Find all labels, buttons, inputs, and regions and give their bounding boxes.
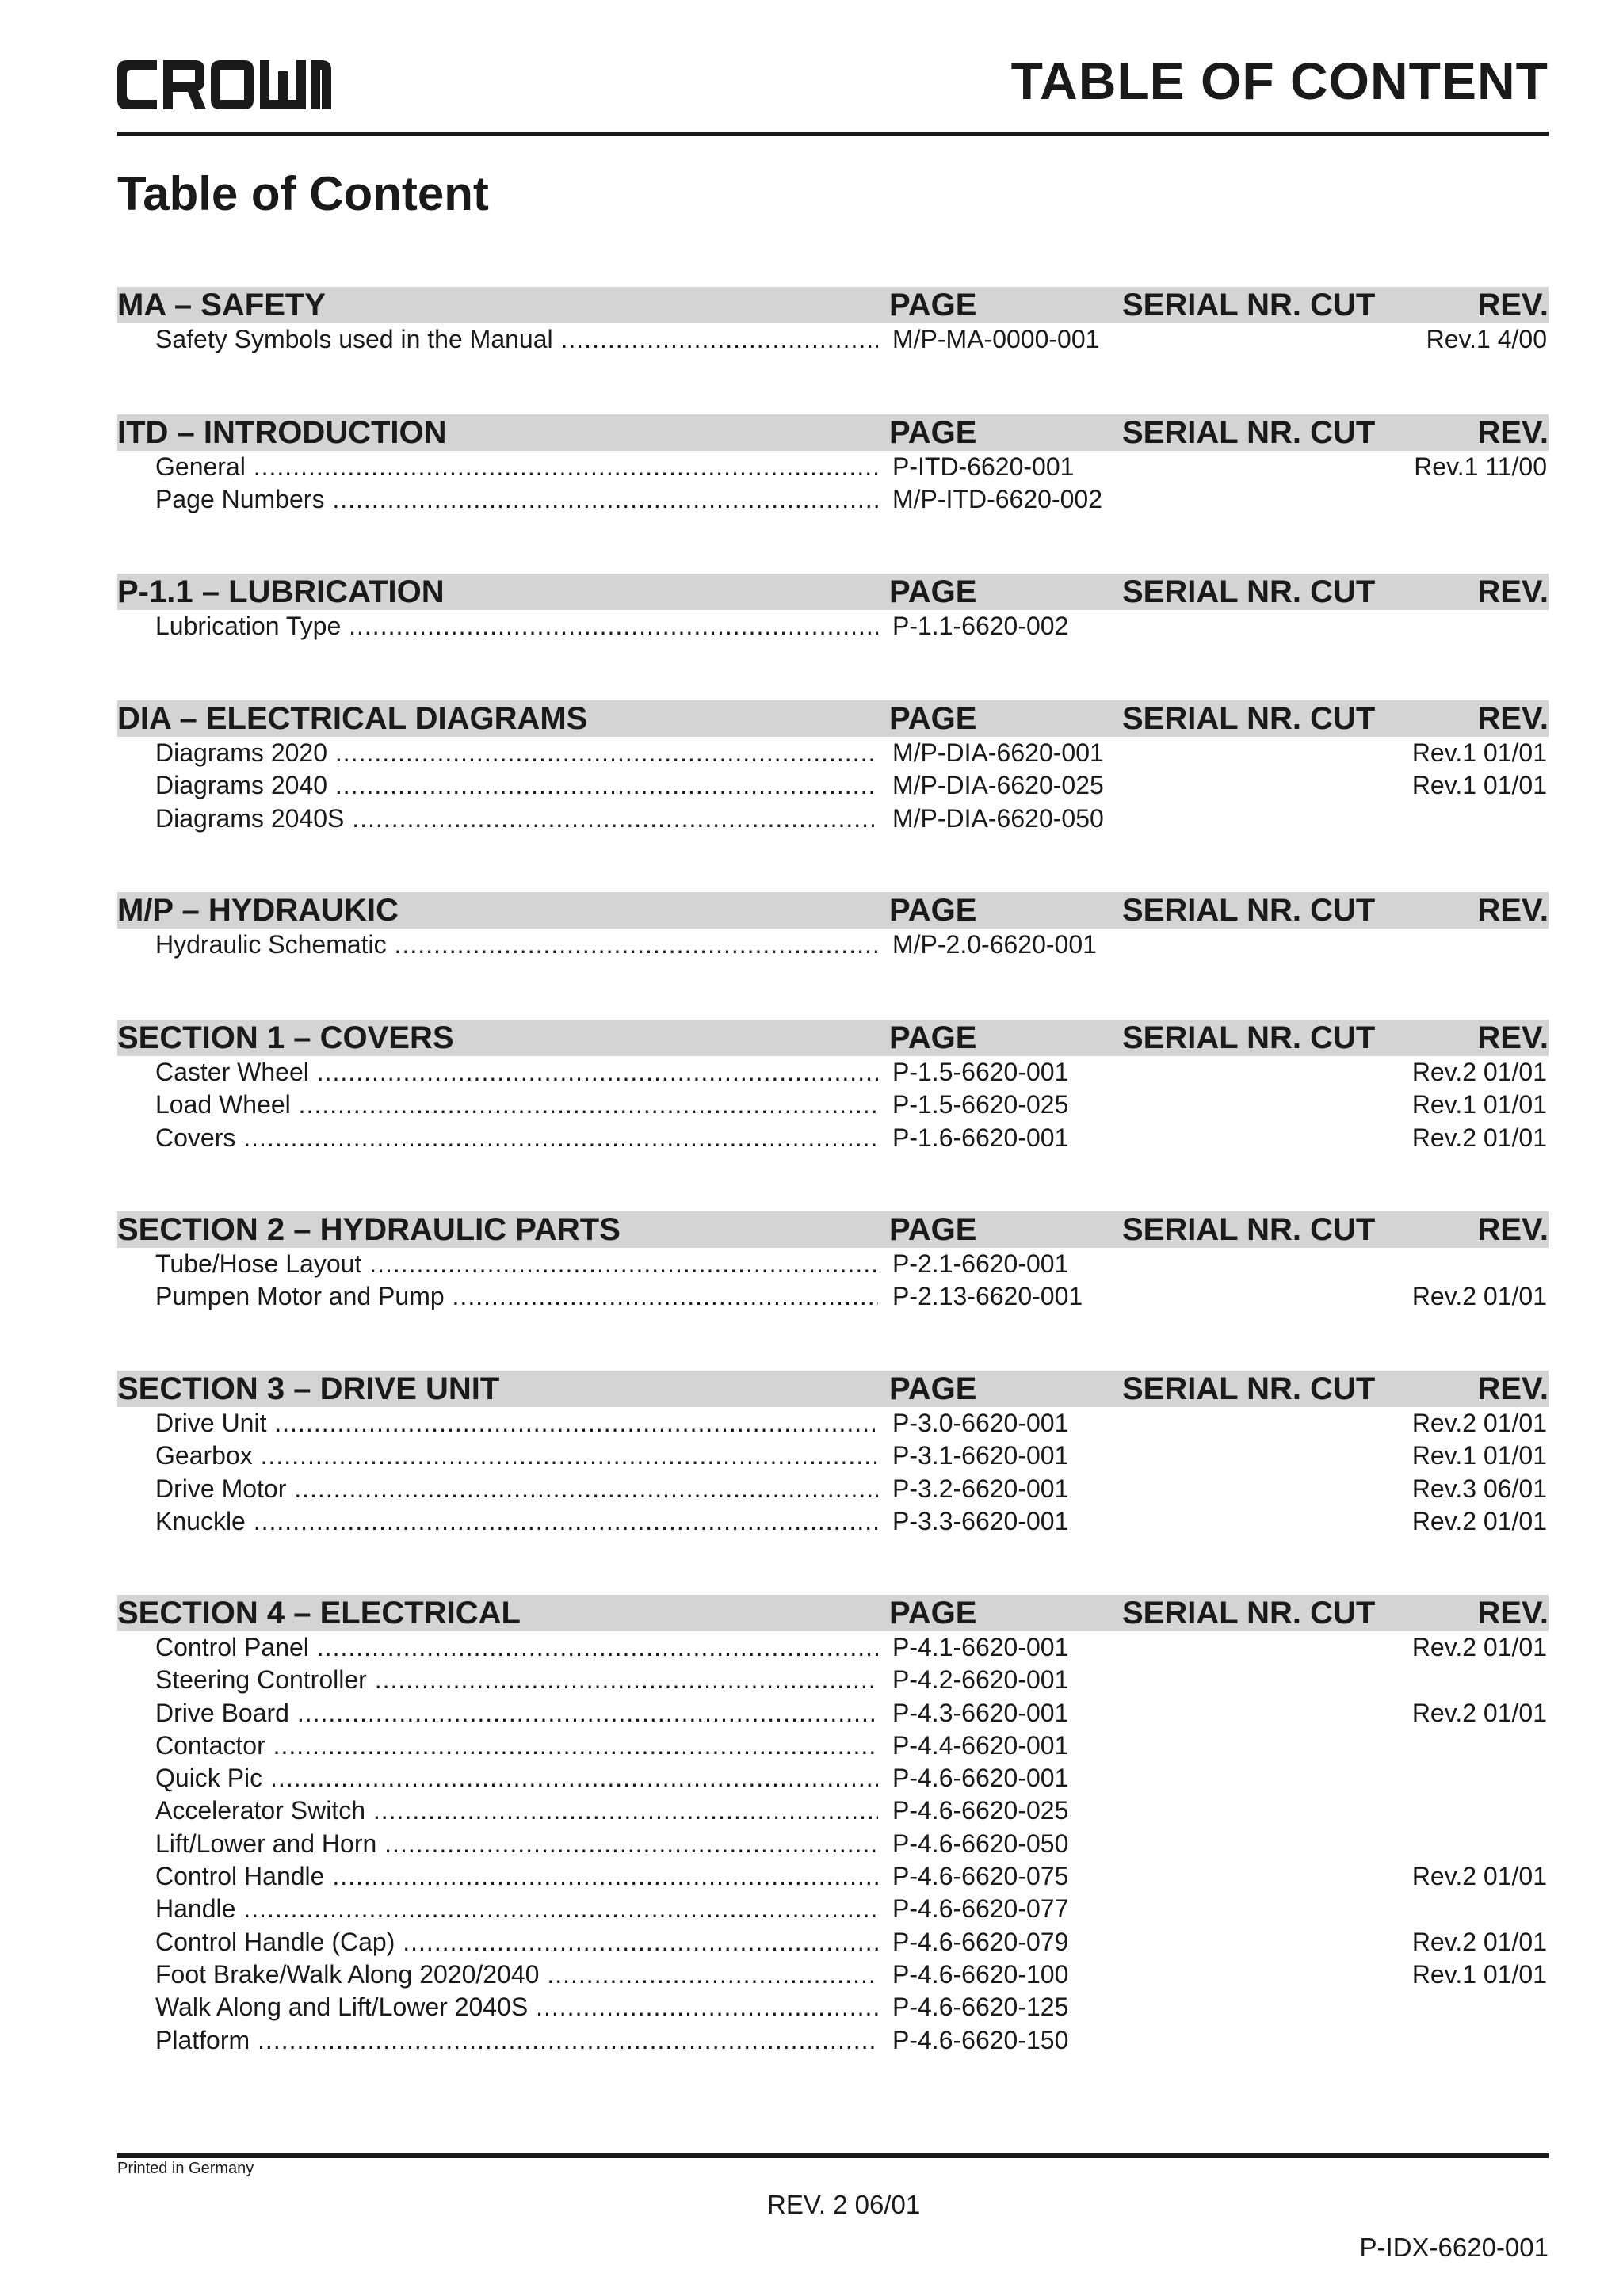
toc-entry: [117, 323, 1549, 356]
entry-page-ref: P-4.6-6620-025: [892, 1796, 1069, 1825]
entry-name: [155, 1056, 989, 1088]
column-serial-label: SERIAL NR. CUT: [1122, 701, 1376, 736]
toc-entry: [117, 1991, 1549, 2023]
entry-page-ref: P-1.1-6620-002: [892, 612, 1069, 640]
entry-page-ref: P-4.6-6620-150: [892, 2025, 1069, 2054]
entry-name-text: Drive Unit: [155, 1409, 267, 1437]
toc-entry: [117, 1794, 1549, 1827]
header-divider: [117, 132, 1549, 136]
entry-revision: Rev.2 01/01: [1411, 1633, 1547, 1661]
column-page-label: PAGE: [889, 1371, 977, 1406]
section-header: [117, 574, 1549, 610]
toc-entry: [117, 483, 1549, 516]
entry-name: [155, 483, 989, 515]
toc-entry: [117, 1664, 1549, 1696]
entry-name: [155, 1794, 989, 1826]
toc-entry: [117, 1407, 1549, 1440]
toc-entry: [117, 451, 1549, 483]
logo-text: CROWN: [117, 60, 120, 61]
entry-revision: Rev.1 01/01: [1411, 738, 1547, 767]
column-rev-label: REV.: [1477, 1212, 1549, 1247]
entry-page-ref: P-4.6-6620-077: [892, 1894, 1069, 1924]
entry-name-text: General: [155, 452, 246, 481]
toc-entry: [117, 1248, 1549, 1280]
column-rev-label: REV.: [1477, 893, 1549, 928]
section-title: P-1.1 – LUBRICATION: [117, 574, 445, 609]
entry-name-text: Handle: [155, 1894, 236, 1924]
entry-page-ref: P-2.1-6620-001: [892, 1249, 1069, 1278]
entry-revision: Rev.1 11/00: [1414, 452, 1547, 481]
column-rev-label: REV.: [1477, 574, 1549, 609]
entry-name: [155, 1730, 989, 1761]
entry-name: [155, 929, 989, 960]
entry-name-text: Diagrams 2040: [155, 771, 327, 800]
column-page-label: PAGE: [889, 415, 977, 450]
entry-page-ref: P-4.3-6620-001: [892, 1698, 1069, 1727]
entry-name: [155, 769, 989, 801]
entry-name-text: Tube/Hose Layout: [155, 1249, 362, 1278]
section-title: DIA – ELECTRICAL DIAGRAMS: [117, 701, 588, 736]
column-page-label: PAGE: [889, 893, 977, 928]
entry-name: [155, 610, 989, 642]
column-serial-label: SERIAL NR. CUT: [1122, 893, 1376, 928]
entry-name: [155, 1860, 989, 1892]
entry-name-text: Control Panel: [155, 1633, 309, 1661]
entry-name: [155, 737, 989, 769]
toc-entry: [117, 1631, 1549, 1664]
entry-name: [155, 1440, 989, 1471]
entry-page-ref: P-1.6-6620-001: [892, 1123, 1069, 1152]
toc-entry: [117, 1893, 1549, 1925]
toc-entry: [117, 1122, 1549, 1154]
column-serial-label: SERIAL NR. CUT: [1122, 1371, 1376, 1406]
entry-name-text: Load Wheel: [155, 1090, 291, 1119]
section-title: SECTION 4 – ELECTRICAL: [117, 1596, 521, 1630]
printed-in-note: Printed in Germany: [117, 2160, 254, 2177]
section-header: [117, 1595, 1549, 1631]
entry-revision: Rev.2 01/01: [1411, 1409, 1547, 1437]
entry-revision: Rev.2 01/01: [1411, 1282, 1547, 1311]
entry-name: [155, 451, 989, 482]
entry-page-ref: P-1.5-6620-025: [892, 1090, 1069, 1119]
entry-name: [155, 1697, 989, 1729]
header-title: TABLE OF CONTENT: [1010, 51, 1549, 110]
entry-name-text: Drive Motor: [155, 1474, 287, 1503]
entry-name: [155, 323, 989, 355]
section-header: [117, 892, 1549, 929]
document-code: P-IDX-6620-001: [1359, 2233, 1549, 2262]
section-header: [117, 1211, 1549, 1248]
toc-entry: [117, 1056, 1549, 1089]
entry-name-text: Diagrams 2040S: [155, 803, 345, 833]
entry-name-text: Drive Board: [155, 1698, 289, 1727]
column-page-label: PAGE: [889, 1596, 977, 1630]
entry-revision: Rev.2 01/01: [1411, 1123, 1547, 1152]
column-serial-label: SERIAL NR. CUT: [1122, 1212, 1376, 1247]
toc-entry: [117, 610, 1549, 643]
entry-page-ref: M/P-DIA-6620-025: [892, 771, 1104, 800]
column-serial-label: SERIAL NR. CUT: [1122, 415, 1376, 450]
footer-divider: [117, 2153, 1549, 2158]
entry-name: [155, 1473, 989, 1505]
entry-name-text: Control Handle: [155, 1862, 325, 1891]
column-rev-label: REV.: [1477, 1596, 1549, 1630]
entry-name-text: Safety Symbols used in the Manual: [155, 325, 553, 353]
entry-revision: Rev.1 4/00: [1426, 325, 1547, 353]
entry-page-ref: P-4.6-6620-100: [892, 1959, 1069, 1989]
section-title: SECTION 2 – HYDRAULIC PARTS: [117, 1212, 621, 1247]
entry-page-ref: P-4.6-6620-079: [892, 1927, 1069, 1956]
toc-entry: [117, 1860, 1549, 1893]
toc-section: [117, 414, 1549, 517]
column-page-label: PAGE: [889, 701, 977, 736]
section-header: [117, 1020, 1549, 1056]
toc-entry: [117, 1958, 1549, 1991]
entry-page-ref: M/P-DIA-6620-001: [892, 738, 1104, 767]
toc-entry: [117, 1926, 1549, 1958]
section-title: SECTION 1 – COVERS: [117, 1020, 454, 1055]
toc-entry: [117, 737, 1549, 769]
entry-name-text: Hydraulic Schematic: [155, 930, 387, 959]
toc-entry: [117, 803, 1549, 835]
section-header: [117, 414, 1549, 451]
entry-name-text: Caster Wheel: [155, 1058, 309, 1086]
entry-name: [155, 1089, 989, 1120]
section-header: [117, 700, 1549, 737]
entry-page-ref: P-4.6-6620-001: [892, 1764, 1069, 1793]
toc-entry: [117, 1280, 1549, 1313]
entry-page-ref: P-3.3-6620-001: [892, 1506, 1069, 1535]
entry-name: [155, 1926, 989, 1958]
toc-entry: [117, 1697, 1549, 1730]
toc-entry: [117, 1828, 1549, 1860]
column-serial-label: SERIAL NR. CUT: [1122, 288, 1376, 322]
entry-name-text: Gearbox: [155, 1441, 253, 1470]
section-header: [117, 1371, 1549, 1407]
entry-name: [155, 1893, 989, 1924]
entry-name-text: Quick Pic: [155, 1764, 263, 1793]
entry-name: [155, 1248, 989, 1280]
entry-name: [155, 1991, 989, 2023]
column-page-label: PAGE: [889, 1020, 977, 1055]
entry-name-text: Lift/Lower and Horn: [155, 1829, 377, 1858]
toc-section: [117, 1020, 1549, 1154]
toc-entry: [117, 1762, 1549, 1794]
section-title: SECTION 3 – DRIVE UNIT: [117, 1371, 500, 1406]
page-title: Table of Content: [117, 167, 489, 220]
entry-name: [155, 1762, 989, 1794]
crown-logo: [117, 60, 331, 109]
footer-revision: REV. 2 06/01: [767, 2190, 921, 2219]
section-title: ITD – INTRODUCTION: [117, 415, 447, 450]
entry-page-ref: M/P-DIA-6620-050: [892, 803, 1104, 833]
toc-section: [117, 892, 1549, 961]
entry-revision: Rev.1 01/01: [1411, 1441, 1547, 1470]
column-serial-label: SERIAL NR. CUT: [1122, 1020, 1376, 1055]
entry-revision: Rev.2 01/01: [1411, 1927, 1547, 1956]
entry-page-ref: P-2.13-6620-001: [892, 1282, 1083, 1311]
entry-revision: Rev.1 01/01: [1411, 771, 1547, 800]
entry-name-text: Foot Brake/Walk Along 2020/2040: [155, 1959, 540, 1989]
entry-name-text: Platform: [155, 2025, 250, 2054]
entry-page-ref: P-4.1-6620-001: [892, 1633, 1069, 1661]
entry-revision: Rev.2 01/01: [1411, 1862, 1547, 1891]
column-serial-label: SERIAL NR. CUT: [1122, 574, 1376, 609]
entry-revision: Rev.2 01/01: [1411, 1058, 1547, 1086]
toc-entry: [117, 1730, 1549, 1762]
entry-page-ref: M/P-ITD-6620-002: [892, 485, 1102, 514]
entry-name: [155, 1664, 989, 1695]
entry-name: [155, 1122, 989, 1154]
toc-section: [117, 1211, 1549, 1314]
toc-section: [117, 700, 1549, 835]
entry-page-ref: P-3.2-6620-001: [892, 1474, 1069, 1503]
entry-page-ref: P-4.4-6620-001: [892, 1730, 1069, 1760]
entry-page-ref: P-3.1-6620-001: [892, 1441, 1069, 1470]
toc-entry: [117, 2024, 1549, 2057]
entry-revision: Rev.2 01/01: [1411, 1698, 1547, 1727]
column-rev-label: REV.: [1477, 701, 1549, 736]
toc-section: [117, 1371, 1549, 1538]
entry-name-text: Page Numbers: [155, 485, 325, 514]
entry-page-ref: M/P-MA-0000-001: [892, 325, 1100, 353]
toc-section: [117, 1595, 1549, 2057]
column-rev-label: REV.: [1477, 1371, 1549, 1406]
column-rev-label: REV.: [1477, 415, 1549, 450]
entry-page-ref: P-ITD-6620-001: [892, 452, 1075, 481]
entry-name-text: Control Handle (Cap): [155, 1927, 395, 1956]
entry-name: [155, 1505, 989, 1537]
column-rev-label: REV.: [1477, 288, 1549, 322]
entry-revision: Rev.1 01/01: [1411, 1959, 1547, 1989]
entry-name-text: Contactor: [155, 1730, 265, 1760]
column-serial-label: SERIAL NR. CUT: [1122, 1596, 1376, 1630]
toc-entry: [117, 1440, 1549, 1472]
column-page-label: PAGE: [889, 1212, 977, 1247]
toc-entry: [117, 1473, 1549, 1505]
entry-page-ref: P-4.6-6620-050: [892, 1829, 1069, 1858]
entry-page-ref: P-4.6-6620-075: [892, 1862, 1069, 1891]
toc-entry: [117, 929, 1549, 961]
toc-section: [117, 574, 1549, 643]
entry-page-ref: P-1.5-6620-001: [892, 1058, 1069, 1086]
entry-page-ref: P-4.6-6620-125: [892, 1993, 1069, 2022]
entry-name: [155, 2024, 989, 2056]
entry-name: [155, 1631, 989, 1663]
toc-entry: [117, 769, 1549, 802]
section-title: M/P – HYDRAUKIC: [117, 893, 399, 928]
entry-name-text: Lubrication Type: [155, 612, 342, 640]
entry-name: [155, 1958, 989, 1990]
entry-name-text: Walk Along and Lift/Lower 2040S: [155, 1993, 529, 2022]
toc-section: [117, 287, 1549, 356]
section-header: [117, 287, 1549, 323]
entry-name: [155, 803, 989, 834]
entry-name-text: Pumpen Motor and Pump: [155, 1282, 445, 1311]
entry-name: [155, 1407, 989, 1439]
entry-revision: Rev.2 01/01: [1411, 1506, 1547, 1535]
column-page-label: PAGE: [889, 288, 977, 322]
entry-revision: Rev.3 06/01: [1411, 1474, 1547, 1503]
column-page-label: PAGE: [889, 574, 977, 609]
entry-name-text: Covers: [155, 1123, 236, 1152]
entry-page-ref: P-3.0-6620-001: [892, 1409, 1069, 1437]
section-title: MA – SAFETY: [117, 288, 326, 322]
entry-page-ref: M/P-2.0-6620-001: [892, 930, 1097, 959]
toc-entry: [117, 1089, 1549, 1121]
toc-entry: [117, 1505, 1549, 1538]
entry-name-text: Steering Controller: [155, 1665, 367, 1695]
column-rev-label: REV.: [1477, 1020, 1549, 1055]
entry-page-ref: P-4.2-6620-001: [892, 1665, 1069, 1695]
entry-name: [155, 1280, 989, 1312]
entry-revision: Rev.1 01/01: [1411, 1090, 1547, 1119]
entry-name: [155, 1828, 989, 1859]
entry-name-text: Accelerator Switch: [155, 1796, 365, 1825]
entry-name-text: Diagrams 2020: [155, 738, 327, 767]
entry-name-text: Knuckle: [155, 1506, 246, 1535]
